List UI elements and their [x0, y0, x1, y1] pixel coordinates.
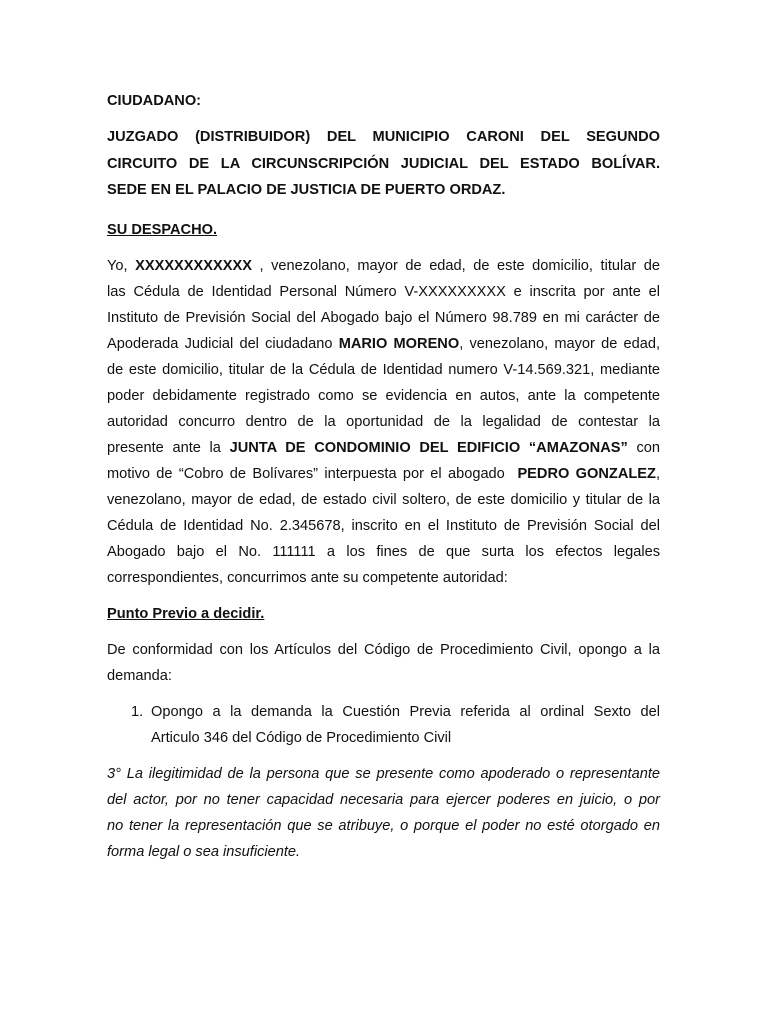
quote-line-2: del actor, por no tener capacidad necesaria para ejercer poderes en juicio, o por [107, 791, 660, 808]
intro-line-13: correspondientes, concurrimos ante su competente autoridad: [107, 569, 508, 586]
intro-line-12: Abogado bajo el No. 111111 a los fines de que surta los efectos legales [107, 543, 660, 560]
court-address [107, 124, 660, 204]
intro-paragraph [107, 253, 660, 591]
intro-line-11: Cédula de Identidad No. 2.345678, inscrito en el Instituto de Previsión Social del [107, 517, 660, 534]
quote-line-4: forma legal o sea insuficiente. [107, 843, 301, 860]
client-name: XXXXXXXXXXXX [135, 257, 252, 274]
court-line-3: SEDE EN EL PALACIO DE JUSTICIA DE PUERTO ORDAZ. [107, 182, 506, 198]
intro-line-8: presente ante la JUNTA DE CONDOMINIO DEL EDIFICIO “AMAZONAS” con [107, 439, 660, 456]
intro-line-4: Apoderada Judicial del ciudadano MARIO MORENO, venezolano, mayor de edad, [107, 335, 661, 352]
punto-previo-heading: Punto Previo a decidir. [107, 605, 265, 622]
intro-line-3: Instituto de Previsión Social del Abogado bajo el Número 98.789 en mi carácter de [107, 309, 660, 326]
intro-line-9: motivo de “Cobro de Bolívares” interpuesta por el abogado PEDRO GONZALEZ, [107, 465, 660, 482]
court-line-1: JUZGADO (DISTRIBUIDOR) DEL MUNICIPIO CARONI DEL SEGUNDO [107, 129, 660, 145]
principal-name: MARIO MORENO [338, 335, 460, 352]
su-despacho-heading: SU DESPACHO. [107, 221, 218, 238]
quote-line-3: no tener la representación que se atribuye, o porque el poder no esté otorgado en [107, 817, 660, 834]
list-item [107, 699, 660, 751]
lawyer-name: PEDRO GONZALEZ [517, 465, 656, 482]
salutation: CIUDADANO: [107, 93, 202, 109]
intro-line-7: autoridad concurro dentro de la oportunidad de la legalidad de contestar la [107, 413, 660, 430]
junta-name: JUNTA DE CONDOMINIO DEL EDIFICIO “AMAZONAS” [229, 439, 628, 456]
numbered-list [107, 699, 660, 751]
intro-line-5: de este domicilio, titular de la Cédula de Identidad numero V-14.569.321, mediante [107, 361, 660, 378]
document-page [107, 88, 660, 875]
list-number: 1. [131, 703, 144, 720]
list-line-1: Opongo a la demanda la Cuestión Previa referida al ordinal Sexto del [151, 703, 660, 720]
intro-line-6: poder debidamente registrado como se evidencia en autos, ante la competente [107, 387, 660, 404]
court-line-2: CIRCUITO DE LA CIRCUNSCRIPCIÓN JUDICIAL DEL ESTADO BOLÍVAR. [107, 155, 660, 172]
conformidad-paragraph [107, 637, 660, 689]
intro-line-1: Yo, XXXXXXXXXXXX , venezolano, mayor de edad, de este domicilio, titular de [107, 257, 660, 274]
intro-line-10: venezolano, mayor de edad, de estado civil soltero, de este domicilio y titular de la [107, 491, 660, 508]
quote-line-1: 3° La ilegitimidad de la persona que se presente como apoderado o representante [107, 765, 660, 782]
quoted-article [107, 761, 660, 865]
list-line-2: Articulo 346 del Código de Procedimiento Civil [151, 729, 452, 746]
intro-line-2: las Cédula de Identidad Personal Número V-XXXXXXXXX e inscrita por ante el [107, 283, 660, 300]
conformidad-line-1: De conformidad con los Artículos del Código de Procedimiento Civil, opongo a la [107, 641, 660, 658]
conformidad-line-2: demanda: [107, 667, 172, 684]
